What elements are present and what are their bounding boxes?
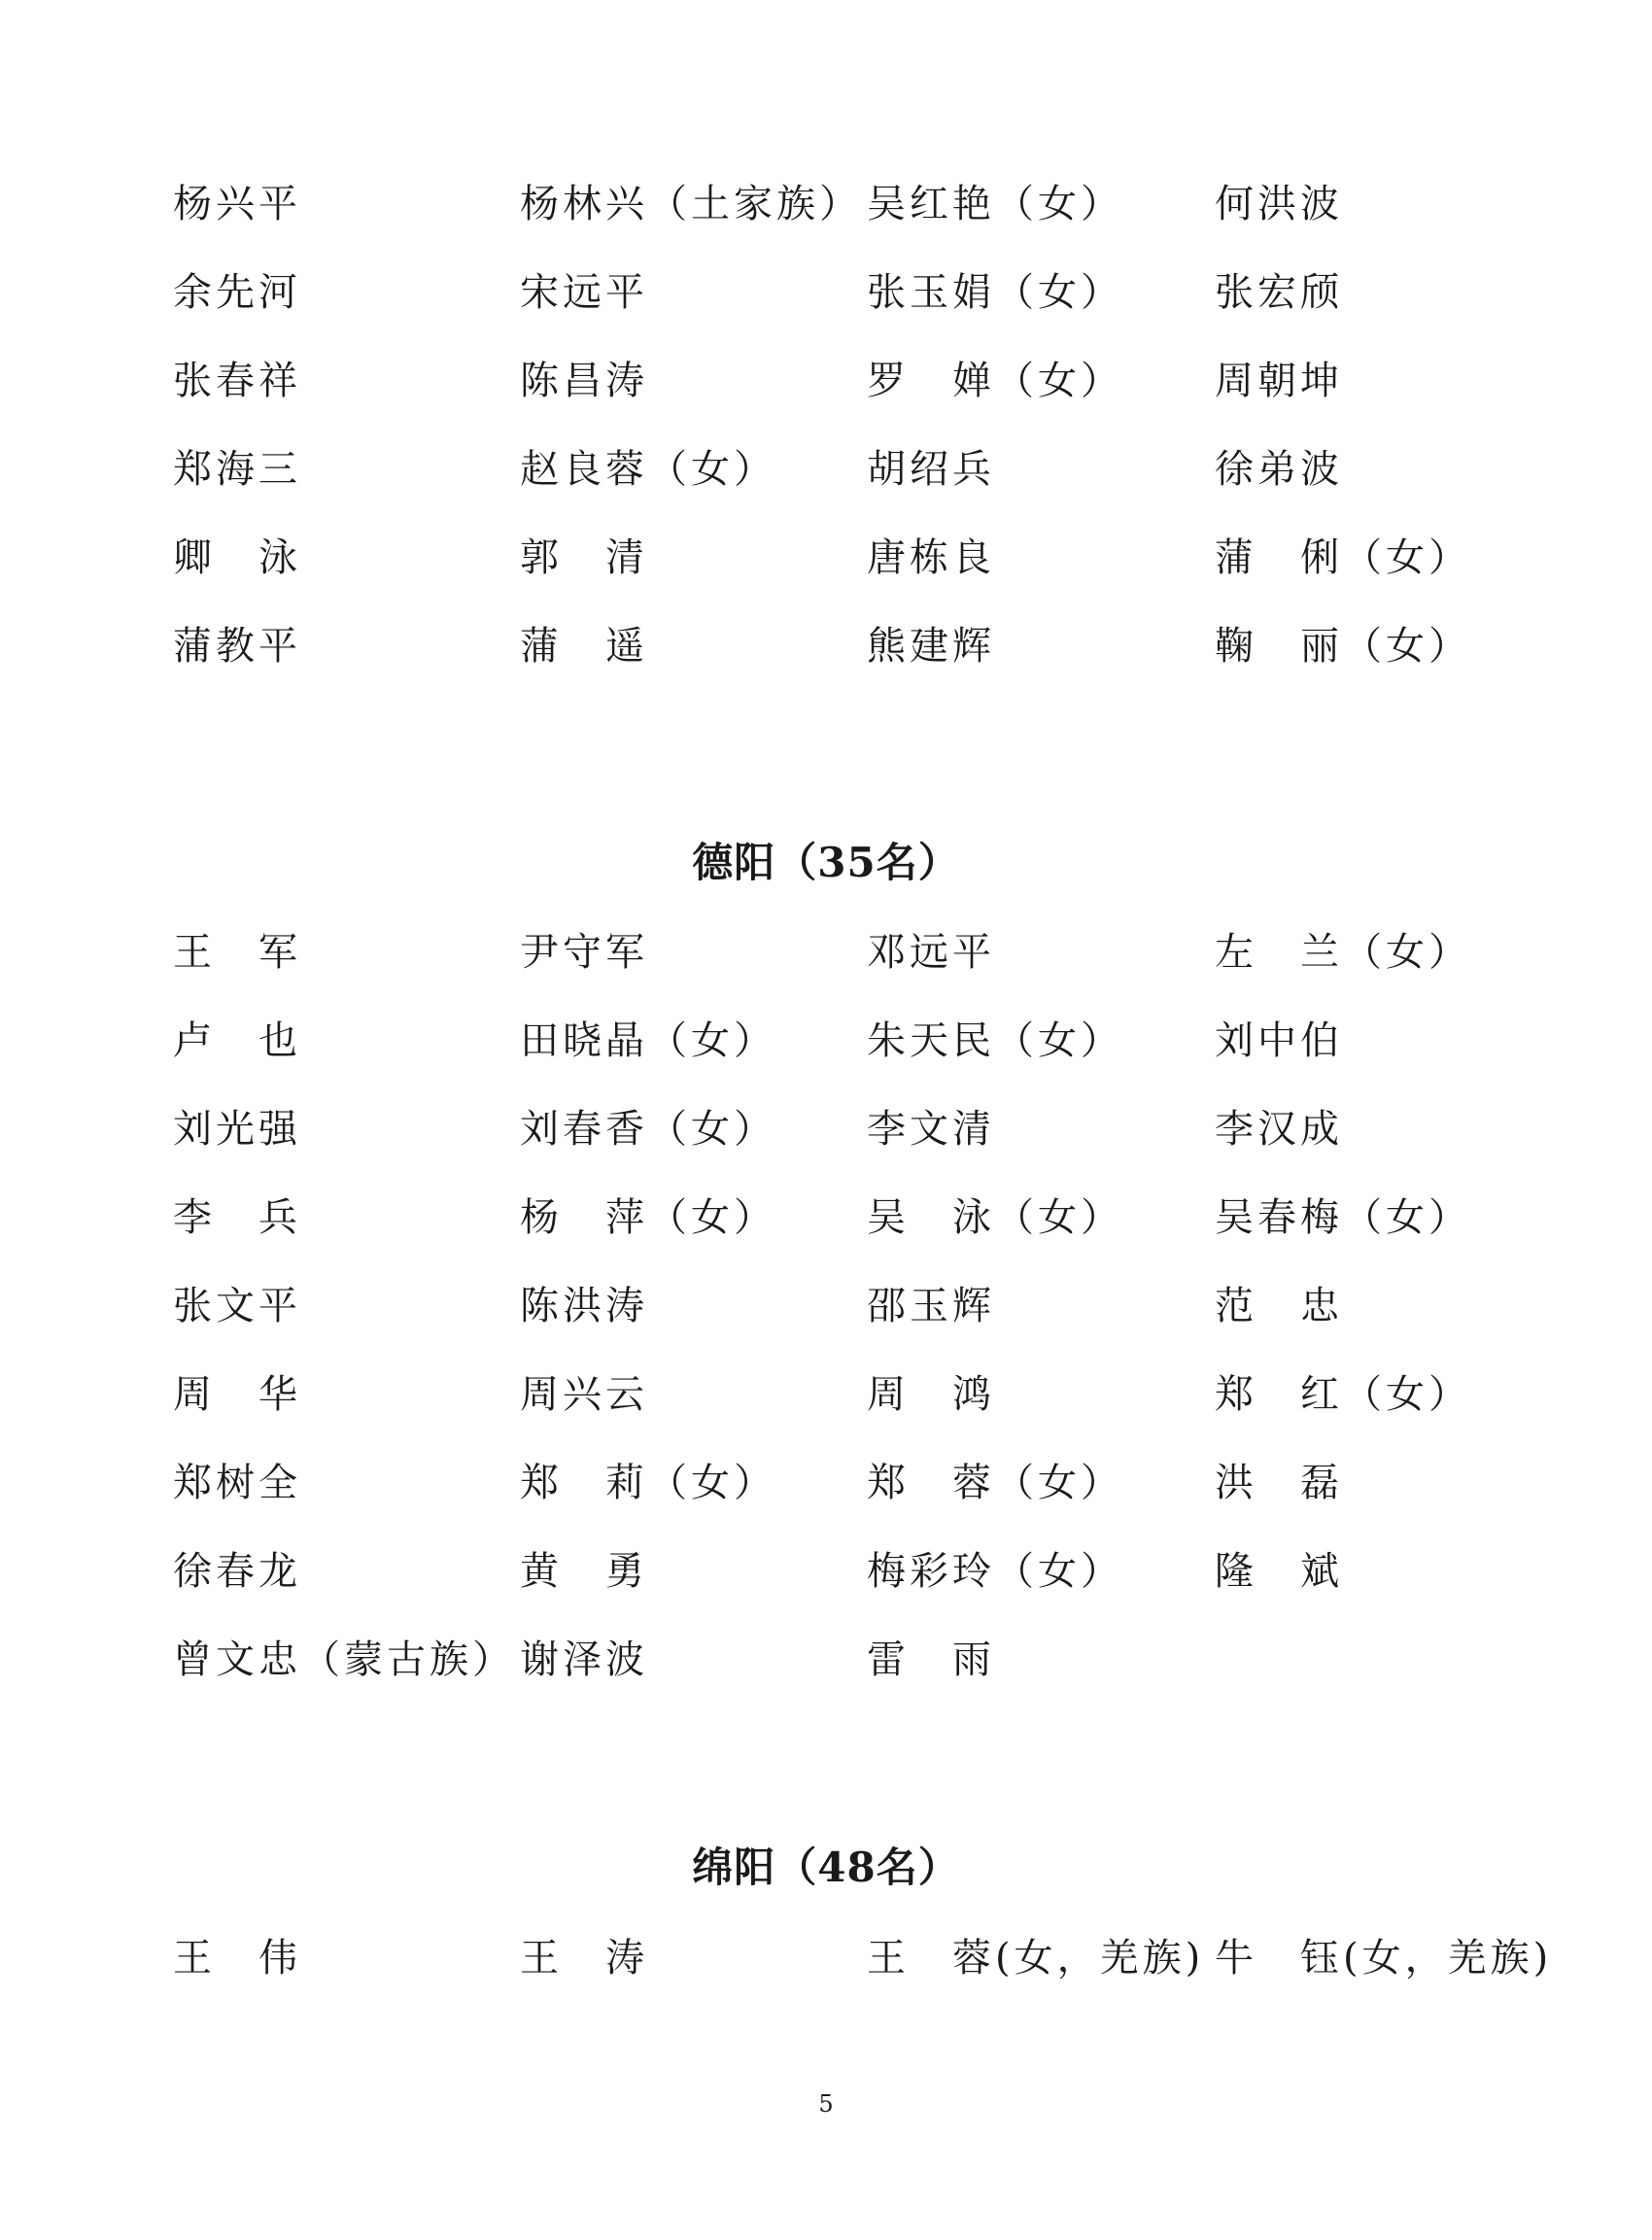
person-name: 陈洪涛 bbox=[520, 1284, 648, 1328]
person-name: 黄 勇 bbox=[520, 1549, 648, 1594]
person-name: 尹守军 bbox=[520, 930, 648, 975]
person-name: 吴红艳（女） bbox=[867, 182, 1123, 226]
person-name: 卢 也 bbox=[173, 1018, 301, 1063]
person-name: 田晓晶（女） bbox=[520, 1018, 776, 1063]
person-name: 刘光强 bbox=[173, 1107, 301, 1152]
person-name: 杨林兴（土家族） bbox=[520, 182, 862, 226]
name-row bbox=[173, 1189, 1572, 1277]
person-name: 赵良蓉（女） bbox=[520, 447, 776, 492]
person-name: 余先河 bbox=[173, 270, 301, 315]
person-name: 王 军 bbox=[173, 930, 301, 975]
person-name: 徐春龙 bbox=[173, 1549, 301, 1594]
person-name: 刘春香（女） bbox=[520, 1107, 776, 1152]
person-name: 熊建辉 bbox=[867, 624, 995, 669]
name-row bbox=[173, 529, 1572, 617]
name-list-continued bbox=[173, 175, 1572, 706]
name-row bbox=[173, 263, 1572, 352]
person-name: 隆 斌 bbox=[1215, 1549, 1343, 1594]
person-name: 胡绍兵 bbox=[867, 447, 995, 492]
person-name: 左 兰（女） bbox=[1215, 930, 1471, 975]
section-heading-mianyang: 绵阳（48名） bbox=[692, 1844, 960, 1891]
name-list-deyang bbox=[173, 923, 1572, 1719]
person-name: 张文平 bbox=[173, 1284, 301, 1328]
person-name: 郭 清 bbox=[520, 535, 648, 580]
person-name: 范 忠 bbox=[1215, 1284, 1343, 1328]
person-name: 蒲 遥 bbox=[520, 624, 648, 669]
person-name: 周朝坤 bbox=[1215, 359, 1343, 403]
person-name: 周 鸿 bbox=[867, 1372, 995, 1417]
person-name: 周兴云 bbox=[520, 1372, 648, 1417]
name-row bbox=[173, 617, 1572, 706]
person-name: 卿 泳 bbox=[173, 535, 301, 580]
person-name: 周 华 bbox=[173, 1372, 301, 1417]
person-name: 郑 红（女） bbox=[1215, 1372, 1471, 1417]
name-row bbox=[173, 1631, 1572, 1719]
person-name: 朱天民（女） bbox=[867, 1018, 1123, 1063]
person-name: 陈昌涛 bbox=[520, 359, 648, 403]
person-name: 邓远平 bbox=[867, 930, 995, 975]
person-name: 张春祥 bbox=[173, 359, 301, 403]
section-heading-deyang: 德阳（35名） bbox=[692, 839, 960, 886]
person-name: 郑 莉（女） bbox=[520, 1461, 776, 1505]
person-name: 宋远平 bbox=[520, 270, 648, 315]
person-name: 吴春梅（女） bbox=[1215, 1195, 1471, 1240]
name-row bbox=[173, 175, 1572, 263]
person-name: 刘中伯 bbox=[1215, 1018, 1343, 1063]
person-name: 王 伟 bbox=[173, 1936, 301, 1981]
name-row bbox=[173, 923, 1572, 1012]
person-name: 邵玉辉 bbox=[867, 1284, 995, 1328]
name-row bbox=[173, 1929, 1572, 2017]
person-name: 郑 蓉（女） bbox=[867, 1461, 1123, 1505]
person-name: 唐栋良 bbox=[867, 535, 995, 580]
person-name: 蒲教平 bbox=[173, 624, 301, 669]
page-number: 5 bbox=[818, 2090, 834, 2118]
person-name: 雷 雨 bbox=[867, 1637, 995, 1682]
person-name: 徐弟波 bbox=[1215, 447, 1343, 492]
person-name: 梅彩玲（女） bbox=[867, 1549, 1123, 1594]
person-name: 李文清 bbox=[867, 1107, 995, 1152]
person-name: 郑树全 bbox=[173, 1461, 301, 1505]
person-name: 罗 婵（女） bbox=[867, 359, 1123, 403]
person-name: 洪 磊 bbox=[1215, 1461, 1343, 1505]
person-name: 曾文忠（蒙古族） bbox=[173, 1637, 515, 1682]
name-row bbox=[173, 1012, 1572, 1100]
name-row bbox=[173, 440, 1572, 529]
person-name: 郑海三 bbox=[173, 447, 301, 492]
name-row bbox=[173, 1365, 1572, 1454]
person-name: 李 兵 bbox=[173, 1195, 301, 1240]
person-name: 杨 萍（女） bbox=[520, 1195, 776, 1240]
person-name: 何洪波 bbox=[1215, 182, 1343, 226]
person-name: 吴 泳（女） bbox=[867, 1195, 1123, 1240]
person-name: 杨兴平 bbox=[173, 182, 301, 226]
person-name: 蒲 俐（女） bbox=[1215, 535, 1471, 580]
person-name: 王 涛 bbox=[520, 1936, 648, 1981]
person-name: 李汉成 bbox=[1215, 1107, 1343, 1152]
name-row bbox=[173, 1542, 1572, 1631]
name-row bbox=[173, 1454, 1572, 1542]
name-row bbox=[173, 352, 1572, 440]
person-name: 鞠 丽（女） bbox=[1215, 624, 1471, 669]
person-name: 谢泽波 bbox=[520, 1637, 648, 1682]
name-row bbox=[173, 1100, 1572, 1189]
person-name: 王 蓉(女，羌族) bbox=[867, 1936, 1205, 1981]
name-list-mianyang bbox=[173, 1929, 1572, 2017]
person-name: 牛 钰(女，羌族) bbox=[1215, 1936, 1553, 1981]
person-name: 张宏颀 bbox=[1215, 270, 1343, 315]
person-name: 张玉娟（女） bbox=[867, 270, 1123, 315]
name-row bbox=[173, 1277, 1572, 1365]
